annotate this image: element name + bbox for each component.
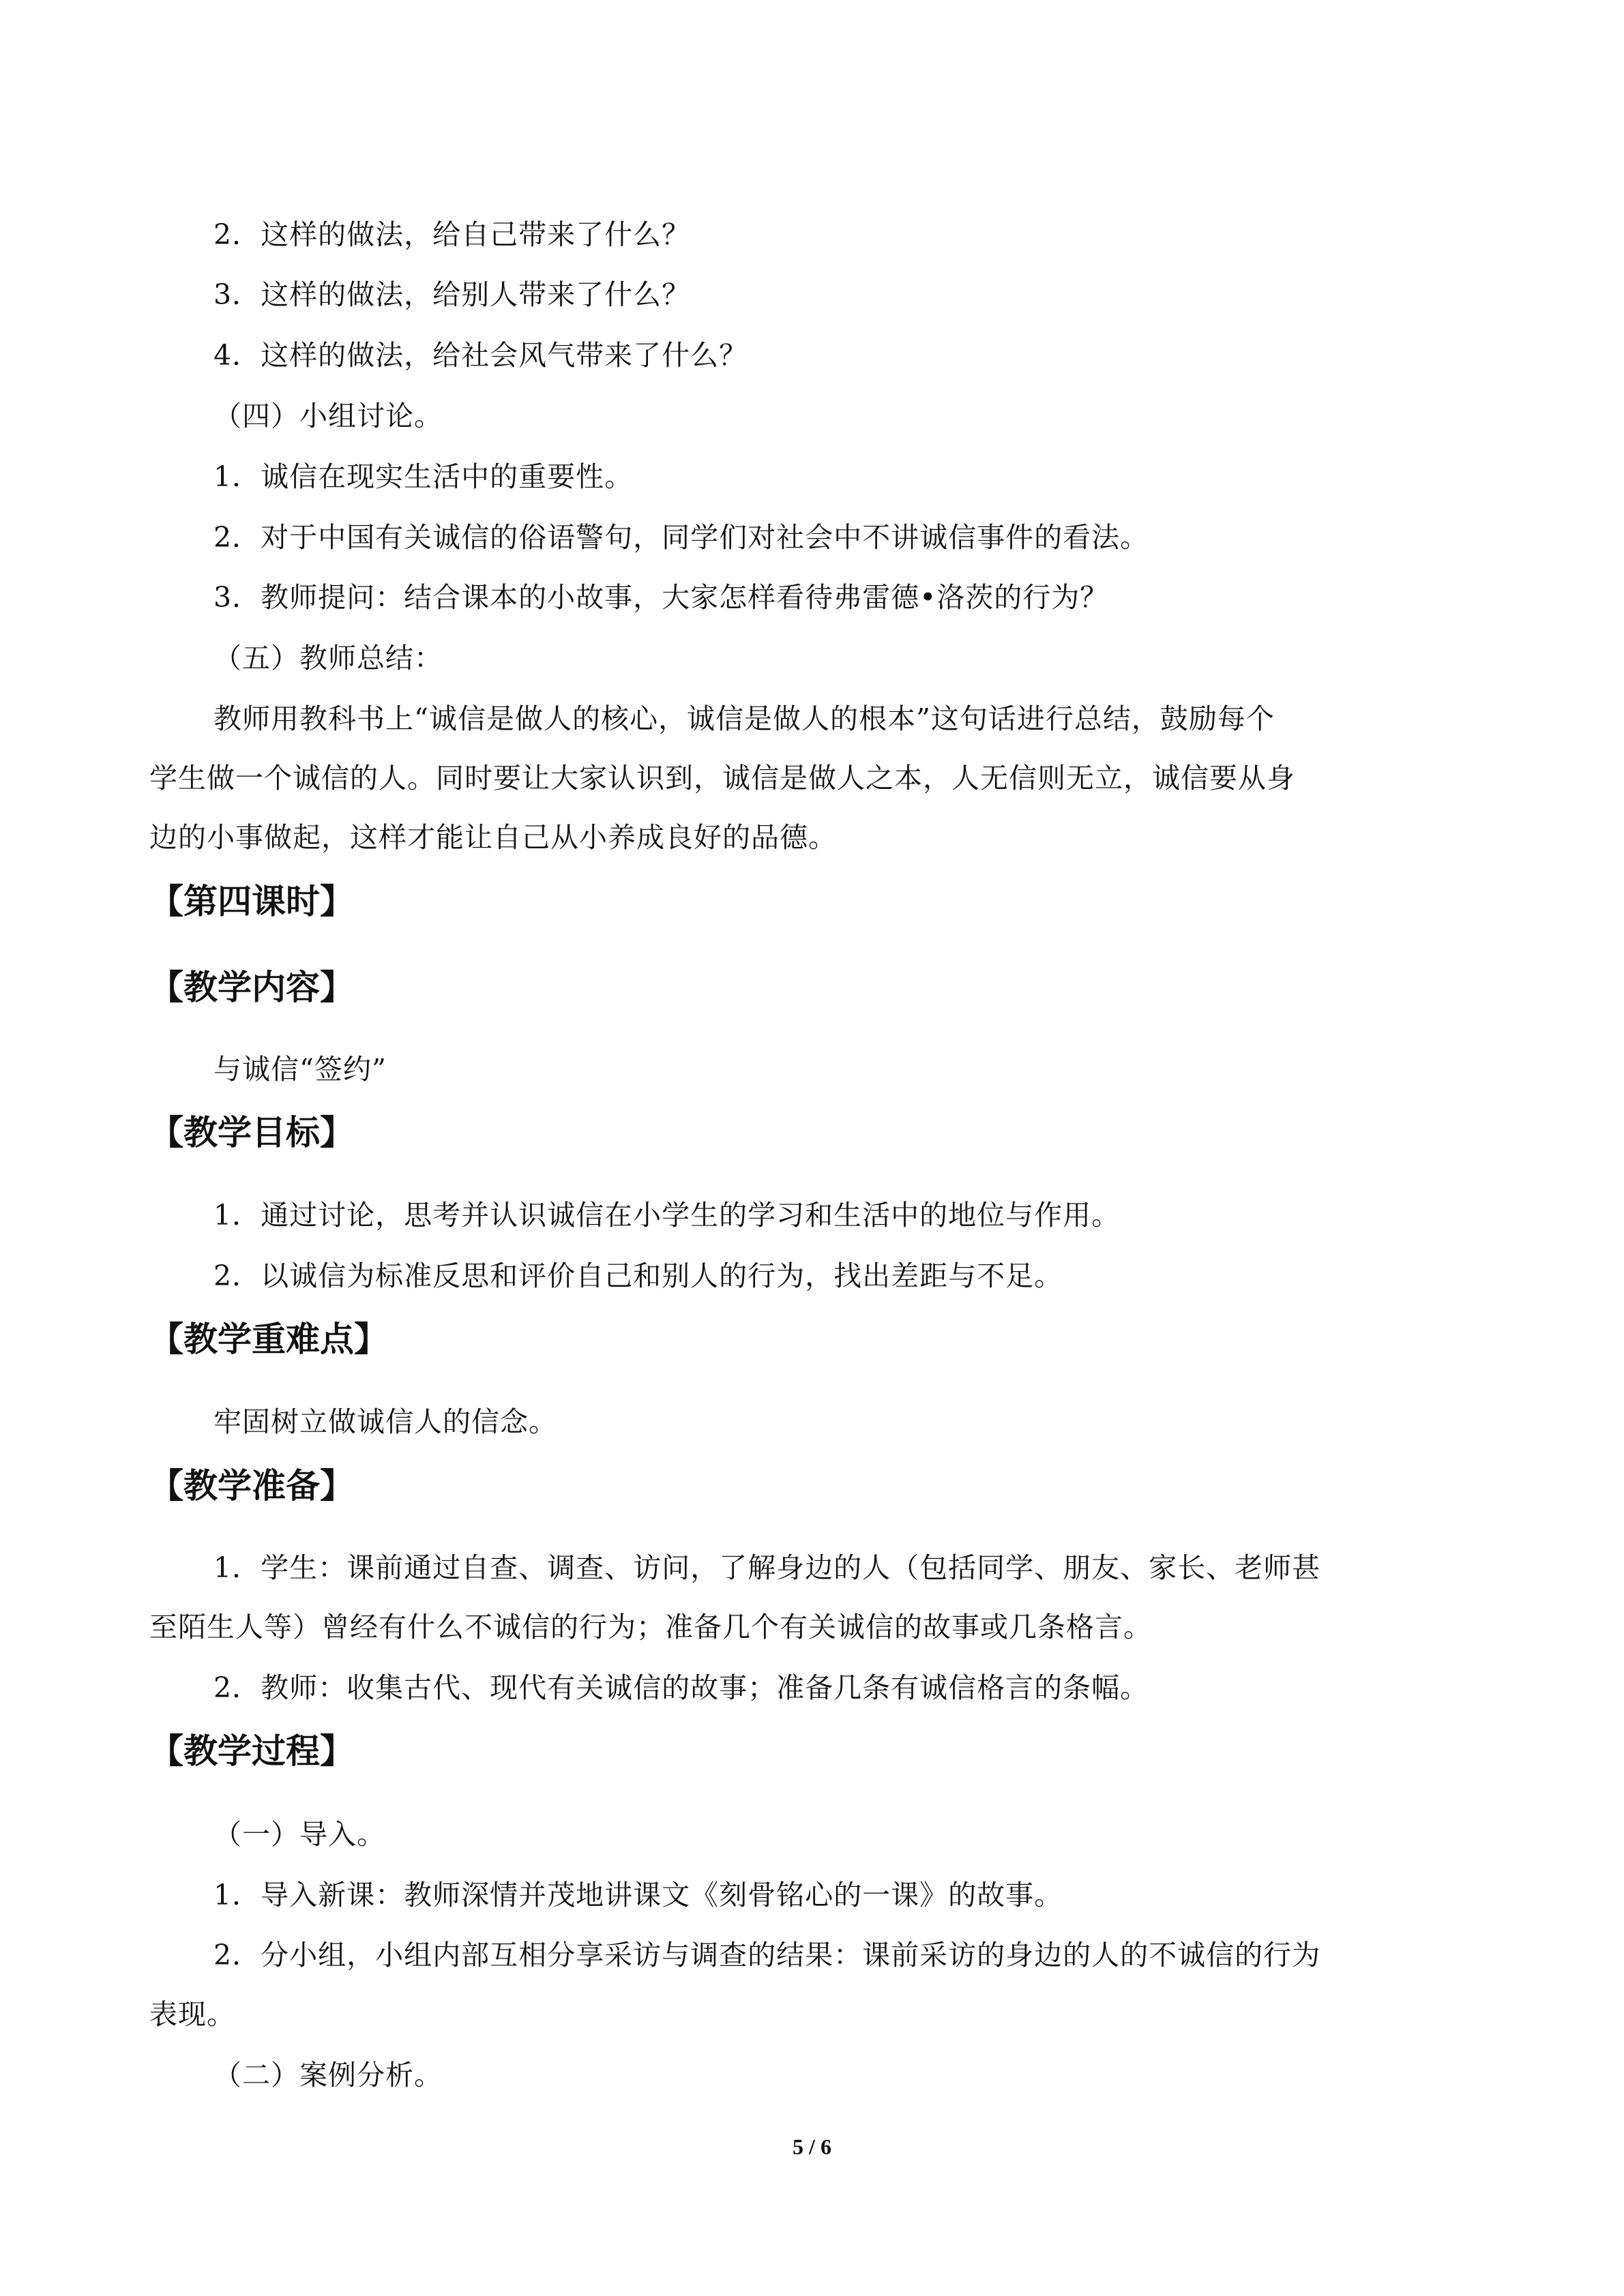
teacher-summary-title: （五）教师总结： (213, 642, 443, 674)
teacher-summary-line-2: 学生做一个诚信的人。同时要让大家认识到，诚信是做人之本，人无信则无立，诚信要从身 (149, 762, 1295, 794)
question-2: 2．这样的做法，给自己带来了什么？ (213, 218, 691, 251)
process-heading: 【教学过程】 (149, 1731, 354, 1771)
goals-heading: 【教学目标】 (149, 1113, 354, 1152)
prep-heading: 【教学准备】 (149, 1466, 354, 1506)
keypoint-text: 牢固树立做诚信人的信念。 (213, 1405, 557, 1438)
keypoint-heading: 【教学重难点】 (149, 1320, 388, 1359)
case-analysis-title: （二）案例分析。 (213, 2059, 443, 2091)
prep-item-1-line-2: 至陌生人等）曾经有什么不诚信的行为；准备几个有关诚信的故事或几条格言。 (149, 1611, 1152, 1643)
goal-1: 1．通过讨论，思考并认识诚信在小学生的学习和生活中的地位与作用。 (213, 1199, 1121, 1232)
intro-item-2-line-2: 表现。 (149, 1998, 235, 2031)
question-4: 4．这样的做法，给社会风气带来了什么？ (213, 339, 748, 372)
period-heading: 【第四课时】 (149, 882, 354, 921)
intro-title: （一）导入。 (213, 1818, 385, 1851)
goal-2: 2．以诚信为标准反思和评价自己和别人的行为，找出差距与不足。 (213, 1259, 1063, 1292)
prep-item-1-line-1: 1．学生：课前通过自查、调查、访问，了解身边的人（包括同学、朋友、家长、老师甚 (213, 1551, 1321, 1584)
prep-item-2: 2．教师：收集古代、现代有关诚信的故事；准备几条有诚信格言的条幅。 (213, 1671, 1149, 1704)
discussion-item-2: 2．对于中国有关诚信的俗语警句，同学们对社会中不讲诚信事件的看法。 (213, 521, 1149, 554)
question-3: 3．这样的做法，给别人带来了什么？ (213, 278, 691, 311)
intro-item-1: 1．导入新课：教师深情并茂地讲课文《刻骨铭心的一课》的故事。 (213, 1879, 1063, 1911)
discussion-item-3: 3．教师提问：结合课本的小故事，大家怎样看待弗雷德•洛茨的行为？ (213, 581, 1109, 614)
teacher-summary-line-1: 教师用教科书上“诚信是做人的核心，诚信是做人的根本”这句话进行总结，鼓励每个 (213, 702, 1275, 735)
intro-item-2-line-1: 2．分小组，小组内部互相分享采访与调查的结果：课前采访的身边的人的不诚信的行为 (213, 1939, 1321, 1971)
content-text: 与诚信“签约” (213, 1053, 387, 1086)
discussion-item-1: 1．诚信在现实生活中的重要性。 (213, 460, 634, 493)
teacher-summary-line-3: 边的小事做起，这样才能让自己从小养成良好的品德。 (149, 821, 837, 854)
page-number: 5 / 6 (793, 2134, 831, 2159)
content-heading: 【教学内容】 (149, 968, 354, 1007)
group-discussion-title: （四）小组讨论。 (213, 400, 443, 432)
